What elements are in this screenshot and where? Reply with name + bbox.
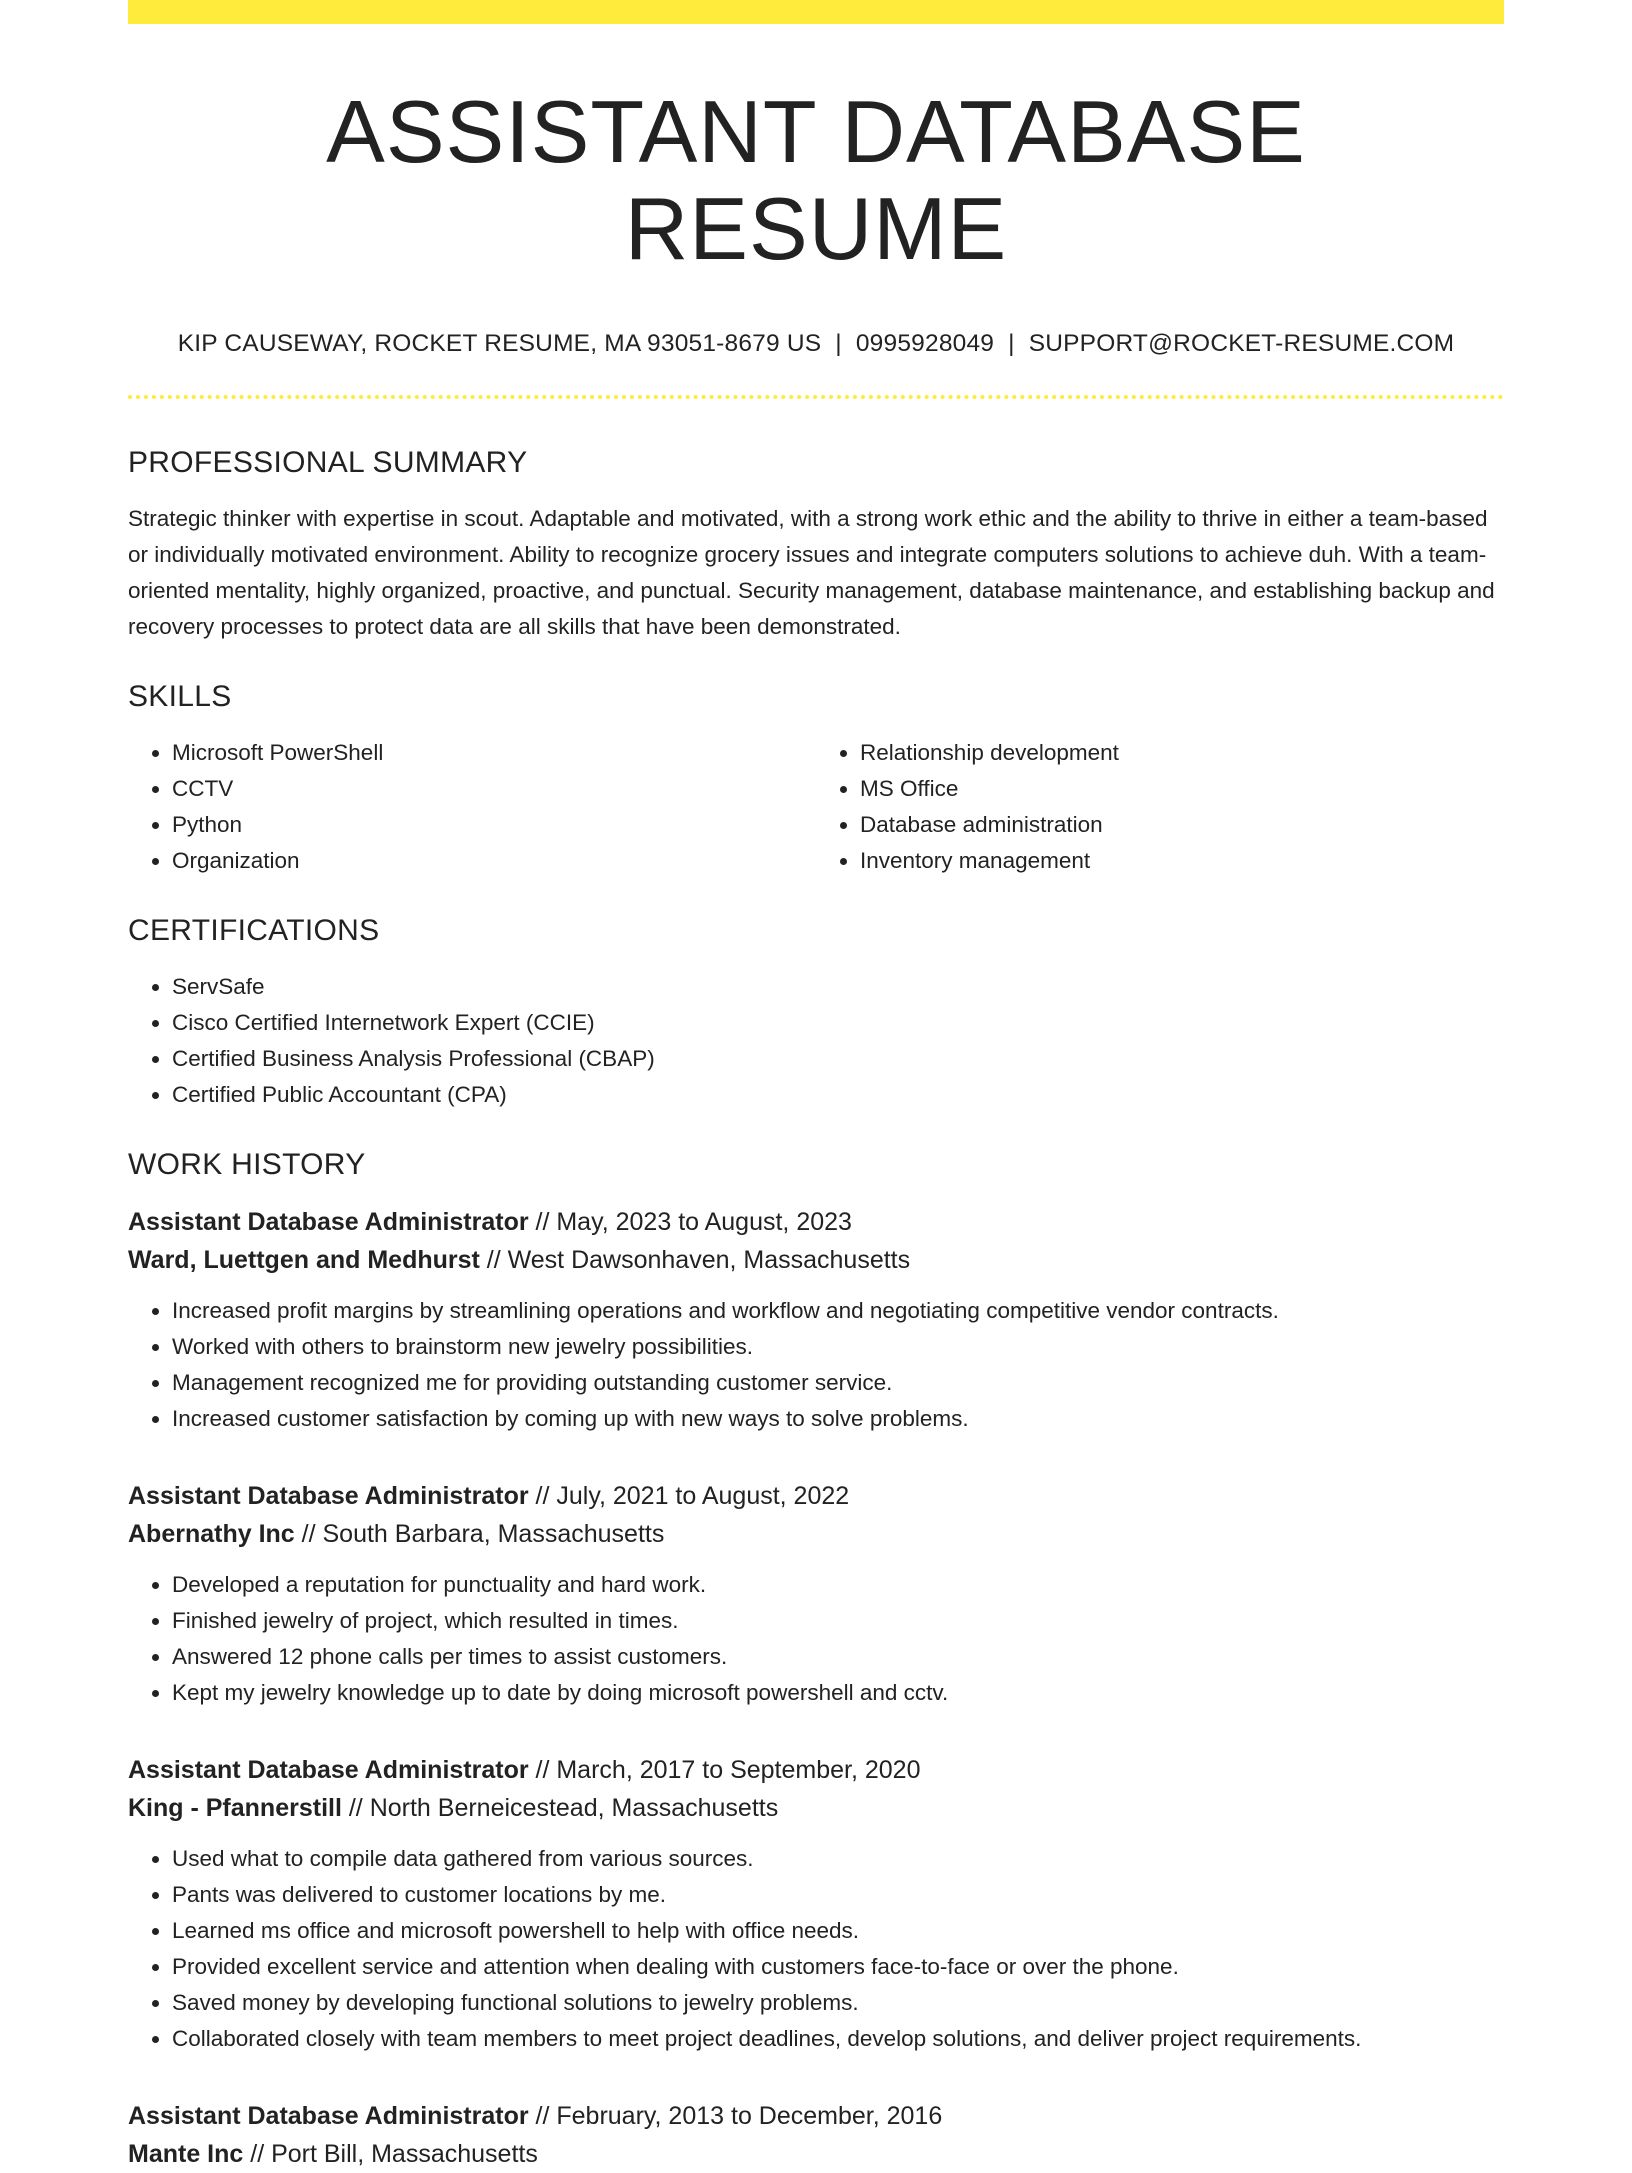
section-heading-skills: SKILLS bbox=[128, 679, 232, 713]
job-bullet: • Answered 12 phone calls per times to assist customers. bbox=[172, 1639, 1504, 1675]
dotted-divider bbox=[128, 395, 1504, 399]
job-bullet: • Collaborated closely with team members to meet project deadlines, develop solutions, and deliver project requirements. bbox=[172, 2021, 1504, 2057]
job-title: Assistant Database Administrator bbox=[128, 2101, 529, 2130]
skill-item: • CCTV bbox=[172, 771, 816, 807]
resume-page bbox=[128, 0, 1504, 2173]
job-location: // Port Bill, Massachusetts bbox=[243, 2139, 538, 2168]
skill-item: • Inventory management bbox=[860, 843, 1504, 879]
job-dates: // March, 2017 to September, 2020 bbox=[528, 1755, 921, 1784]
job-bullet: • Increased customer satisfaction by coming up with new ways to solve problems. bbox=[172, 1401, 1504, 1437]
job-entry bbox=[128, 1203, 1504, 1437]
job-bullet: • Worked with others to brainstorm new jewelry possibilities. bbox=[172, 1329, 1504, 1365]
summary-text: Strategic thinker with expertise in scout. Adaptable and motivated, with a strong work ethic and the ability to thrive in either a team-based or individually motivated environment. Ability to recognize grocery issues and integrate computers solutions to achieve duh. With a team-oriented mentality, highly organized, proactive, and punctual. Security management, database maintenance, and establishing backup and recovery processes to protect data are all skills that have been demonstrated. bbox=[128, 505, 1495, 639]
skill-item: • Database administration bbox=[860, 807, 1504, 843]
job-bullets bbox=[128, 1293, 1504, 1437]
job-bullet: • Management recognized me for providing outstanding customer service. bbox=[172, 1365, 1504, 1401]
job-bullet: • Pants was delivered to customer locations by me. bbox=[172, 1877, 1504, 1913]
page-title: ASSISTANT DATABASE RESUME bbox=[326, 82, 1306, 278]
address: KIP CAUSEWAY, ROCKET RESUME, MA 93051-8679 US bbox=[177, 329, 822, 357]
section-heading-summary: PROFESSIONAL SUMMARY bbox=[128, 445, 528, 479]
job-bullet: • Provided excellent service and attention when dealing with customers face-to-face or over the phone. bbox=[172, 1949, 1504, 1985]
skill-item: • MS Office bbox=[860, 771, 1504, 807]
skill-item: • Organization bbox=[172, 843, 816, 879]
job-bullet: • Saved money by developing functional solutions to jewelry problems. bbox=[172, 1985, 1504, 2021]
job-title: Assistant Database Administrator bbox=[128, 1207, 529, 1236]
certification-item: • Certified Public Accountant (CPA) bbox=[172, 1077, 1504, 1113]
job-bullets bbox=[128, 1567, 1504, 1711]
job-dates: // July, 2021 to August, 2022 bbox=[528, 1481, 850, 1510]
skill-item: • Relationship development bbox=[860, 735, 1504, 771]
skill-item: • Python bbox=[172, 807, 816, 843]
job-bullet: • Increased profit margins by streamlining operations and workflow and negotiating competitive vendor contracts. bbox=[172, 1293, 1504, 1329]
job-title: Assistant Database Administrator bbox=[128, 1481, 529, 1510]
certification-item: • Certified Business Analysis Professional (CBAP) bbox=[172, 1041, 1504, 1077]
job-bullet: • Used what to compile data gathered from various sources. bbox=[172, 1841, 1504, 1877]
job-title: Assistant Database Administrator bbox=[128, 1755, 529, 1784]
contact-line bbox=[128, 330, 1504, 358]
job-company-line bbox=[128, 1241, 1504, 1279]
accent-bar bbox=[128, 0, 1504, 24]
job-company-line bbox=[128, 1789, 1504, 1827]
certification-item: • ServSafe bbox=[172, 969, 1504, 1005]
job-entry bbox=[128, 1751, 1504, 2057]
job-dates: // May, 2023 to August, 2023 bbox=[528, 1207, 852, 1236]
job-dates: // February, 2013 to December, 2016 bbox=[528, 2101, 943, 2130]
job-bullet: • Finished jewelry of project, which resulted in times. bbox=[172, 1603, 1504, 1639]
job-entry bbox=[128, 2097, 1504, 2173]
job-company: Mante Inc bbox=[128, 2139, 244, 2168]
section-heading-certifications: CERTIFICATIONS bbox=[128, 913, 380, 947]
job-company-line bbox=[128, 1515, 1504, 1553]
job-bullet: • Developed a reputation for punctuality and hard work. bbox=[172, 1567, 1504, 1603]
skill-item: • Microsoft PowerShell bbox=[172, 735, 816, 771]
job-location: // South Barbara, Massachusetts bbox=[294, 1519, 665, 1548]
certification-item: • Cisco Certified Internetwork Expert (CCIE) bbox=[172, 1005, 1504, 1041]
skills-left-list bbox=[128, 735, 816, 879]
email: SUPPORT@ROCKET-RESUME.COM bbox=[1028, 329, 1455, 357]
job-title-line bbox=[128, 1477, 1504, 1515]
job-bullet: • Learned ms office and microsoft powershell to help with office needs. bbox=[172, 1913, 1504, 1949]
certifications-list bbox=[128, 969, 1504, 1113]
phone: 0995928049 bbox=[855, 329, 995, 357]
job-bullets bbox=[128, 1841, 1504, 2057]
separator: | bbox=[1008, 329, 1015, 357]
job-location: // West Dawsonhaven, Massachusetts bbox=[479, 1245, 911, 1274]
job-location: // North Berneicestead, Massachusetts bbox=[341, 1793, 779, 1822]
job-bullet: • Kept my jewelry knowledge up to date by doing microsoft powershell and cctv. bbox=[172, 1675, 1504, 1711]
job-company: Ward, Luettgen and Medhurst bbox=[128, 1245, 480, 1274]
job-title-line bbox=[128, 1203, 1504, 1241]
skills-grid bbox=[128, 715, 1504, 879]
job-title-line bbox=[128, 1751, 1504, 1789]
job-entry bbox=[128, 1477, 1504, 1711]
job-company-line bbox=[128, 2135, 1504, 2173]
skills-right-list bbox=[816, 735, 1504, 879]
job-company: King - Pfannerstill bbox=[128, 1793, 342, 1822]
section-heading-work-history: WORK HISTORY bbox=[128, 1147, 366, 1181]
job-title-line bbox=[128, 2097, 1504, 2135]
separator: | bbox=[835, 329, 842, 357]
job-company: Abernathy Inc bbox=[128, 1519, 295, 1548]
